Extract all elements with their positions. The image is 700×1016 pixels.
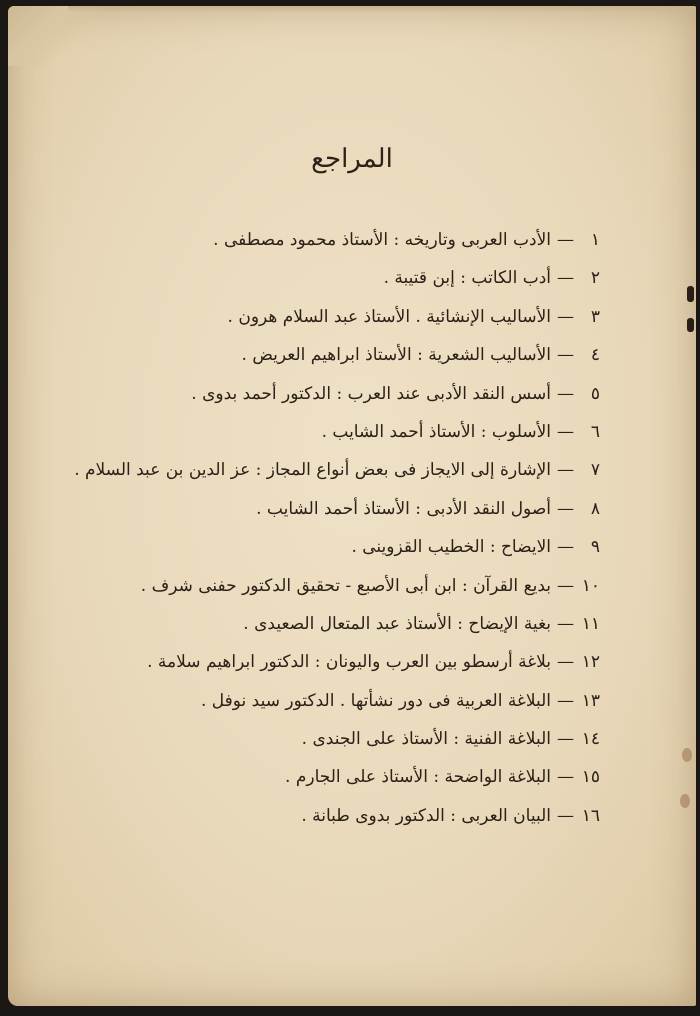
reference-text: الأساليب الشعرية : الأستاذ ابراهيم العريض . [241, 345, 551, 366]
reference-separator: — [557, 230, 574, 250]
reference-separator: — [557, 537, 574, 558]
reference-number: ١٠ [581, 575, 600, 596]
reference-number: ١١ [581, 613, 600, 634]
binding-mark [687, 286, 694, 302]
reference-item [80, 605, 600, 643]
reference-item [80, 221, 600, 259]
reference-item [74, 451, 600, 489]
reference-number: ١ [590, 230, 600, 250]
reference-item [80, 413, 600, 451]
reference-separator: — [557, 575, 574, 596]
reference-separator: — [557, 460, 574, 481]
reference-separator: — [557, 306, 574, 327]
reference-text: البيان العربى : الدكتور بدوى طبانة . [301, 805, 551, 826]
page-edge-shadow [68, 6, 696, 12]
binding-mark [687, 318, 694, 332]
reference-separator: — [557, 268, 574, 289]
reference-text: البلاغة الفنية : الأستاذ على الجندى . [301, 729, 551, 750]
reference-number: ٨ [590, 498, 600, 519]
page-title: المراجع [311, 144, 393, 174]
reference-item [80, 758, 600, 796]
reference-text: البلاغة الواضحة : الأستاذ على الجارم . [285, 767, 551, 788]
reference-text: أدب الكاتب : إبن قتيبة . [383, 268, 551, 289]
reference-separator: — [557, 498, 574, 519]
reference-number: ١٦ [581, 805, 600, 826]
reference-item [80, 298, 600, 336]
reference-number: ٩ [590, 537, 600, 558]
reference-item [80, 567, 600, 605]
reference-separator: — [557, 421, 574, 442]
reference-number: ١٢ [581, 652, 600, 673]
reference-number: ٢ [590, 268, 600, 289]
reference-item [80, 375, 600, 413]
reference-separator: — [557, 652, 574, 673]
document-page [8, 6, 696, 1006]
reference-number: ٣ [590, 306, 600, 327]
reference-separator: — [557, 383, 574, 404]
reference-number: ٤ [590, 345, 600, 366]
reference-text: الايضاح : الخطيب القزوينى . [351, 537, 551, 558]
reference-item [80, 643, 600, 681]
reference-text: بغية الإيضاح : الأستاذ عبد المتعال الصعيدى . [243, 613, 551, 634]
reference-number: ٦ [590, 421, 600, 442]
reference-item [80, 528, 600, 566]
reference-text: الإشارة إلى الايجاز فى بعض أنواع المجاز : عز الدين بن عبد السلام . [74, 460, 551, 481]
reference-text: أسس النقد الأدبى عند العرب : الدكتور أحمد بدوى . [191, 383, 551, 404]
reference-text: الأساليب الإنشائية . الأستاذ عبد السلام هرون . [227, 306, 551, 327]
folded-corner [8, 6, 98, 66]
reference-item [80, 490, 600, 528]
reference-separator: — [557, 613, 574, 634]
reference-separator: — [557, 767, 574, 788]
reference-item [80, 336, 600, 374]
reference-list [74, 221, 600, 835]
reference-item [80, 797, 600, 835]
reference-text: أصول النقد الأدبى : الأستاذ أحمد الشايب . [256, 498, 551, 519]
reference-number: ١٤ [581, 729, 600, 750]
reference-text: بديع القرآن : ابن أبى الأصبع - تحقيق الدكتور حفنى شرف . [140, 575, 551, 596]
reference-item [80, 682, 600, 720]
reference-number: ٥ [590, 383, 600, 404]
reference-separator: — [557, 690, 574, 711]
reference-item [80, 720, 600, 758]
paper-stain [680, 794, 690, 808]
reference-text: الأسلوب : الأستاذ أحمد الشايب . [321, 421, 551, 442]
reference-separator: — [557, 805, 574, 826]
reference-separator: — [557, 345, 574, 366]
reference-number: ١٥ [581, 767, 600, 788]
reference-separator: — [557, 729, 574, 750]
reference-number: ١٣ [581, 690, 600, 711]
reference-text: الأدب العربى وتاريخه : الأستاذ محمود مصطفى . [213, 230, 551, 250]
reference-number: ٧ [590, 460, 600, 481]
reference-text: بلاغة أرسطو بين العرب واليونان : الدكتور ابراهيم سلامة . [147, 652, 551, 673]
paper-stain [682, 748, 692, 762]
reference-item [80, 259, 600, 297]
reference-text: البلاغة العربية فى دور نشأتها . الدكتور سيد نوفل . [200, 690, 551, 711]
